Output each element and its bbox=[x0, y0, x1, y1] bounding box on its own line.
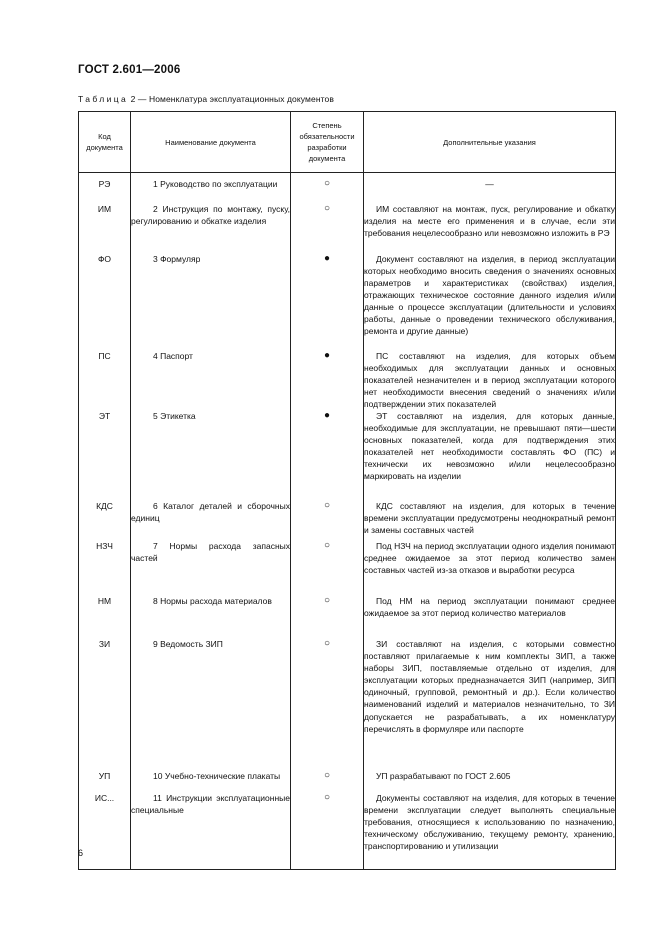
doc-note: Документы составляют на изделия, для которых в течение времени эксплуатации следует выполнять специальные требования, относящиеся к использованию по назначению, техническому обслуживанию, текущему ремонту, хранению, транспортированию и утилизации bbox=[364, 792, 615, 852]
doc-name: 8 Нормы расхода материалов bbox=[153, 595, 272, 606]
table-row bbox=[79, 203, 616, 253]
table-row bbox=[79, 595, 616, 638]
doc-name: 11 Инструкции эксплуатационные специальные bbox=[131, 792, 290, 816]
doc-note-cell bbox=[364, 595, 616, 638]
doc-name: 10 Учебно-технические плакаты bbox=[153, 770, 281, 781]
doc-code: ИС... bbox=[79, 792, 131, 870]
doc-code: ЗИ bbox=[79, 638, 131, 770]
doc-note: Документ составляют на изделия, в период эксплуатации которых необходимо вносить сведения о значениях основных параметров и характеристиках (свойствах) изделия, отражающих техническое состояние данного изделия и/или данные о процессе эксплуатации (длительности и условиях работы, данные о проведении технического обслуживания, ремонта и другие данные) bbox=[364, 253, 615, 337]
doc-note: УП разрабатывают по ГОСТ 2.605 bbox=[376, 770, 511, 781]
doc-note-cell bbox=[364, 540, 616, 595]
standard-title: ГОСТ 2.601—2006 bbox=[78, 64, 181, 76]
doc-note: ЗИ составляют на изделия, с которыми совместно поставляют прилагаемые к ним комплекты ЗИП, а также наборы ЗИП, поставляемые отдельно от изделия, для эксплуатации которых предназначается ЗИП (например, ЗИП одиночный, групповой, ремонтный и др.). Если количество наименований изделий и материалов незначительно, то ЗИ допускается не разрабатывать, а их номенклатуру перечислять в формуляре или паспорте bbox=[364, 638, 615, 734]
doc-note-cell bbox=[364, 173, 616, 203]
optional-mark-icon: ○ bbox=[291, 770, 364, 792]
table-row bbox=[79, 410, 616, 500]
page-number: 6 bbox=[78, 848, 84, 858]
mandatory-mark-icon: ● bbox=[291, 350, 364, 410]
doc-name-cell bbox=[131, 540, 291, 595]
doc-note-cell bbox=[364, 350, 616, 410]
doc-name: 2 Инструкция по монтажу, пуску, регулированию и обкатке изделия bbox=[131, 203, 290, 226]
mandatory-mark-icon: ● bbox=[291, 253, 364, 350]
doc-code: РЭ bbox=[79, 173, 131, 203]
doc-name: 9 Ведомость ЗИП bbox=[153, 638, 223, 649]
doc-name: 7 Нормы расхода запасных частей bbox=[131, 540, 290, 564]
doc-note: Под НЗЧ на период эксплуатации одного изделия понимают среднее ожидаемое за этот период количество замен составных частей из-за отказов и выработки ресурса bbox=[364, 540, 615, 576]
doc-name: 1 Руководство по эксплуатации bbox=[153, 179, 278, 189]
mandatory-mark-icon: ● bbox=[291, 410, 364, 500]
doc-note-cell bbox=[364, 410, 616, 500]
doc-note-cell bbox=[364, 203, 616, 253]
doc-code: КДС bbox=[79, 500, 131, 540]
doc-note: ИМ составляют на монтаж, пуск, регулирование и обкатку изделия на месте его применения и в случае, если эти требования нецелесообразно или невозможно изложить в РЭ bbox=[364, 203, 615, 238]
doc-note: ПС составляют на изделия, для которых объем необходимых для эксплуатации данных и основных показателей незначителен и в период эксплуатации которого нет необходимости внесения сведений о значениях и/или подтверждении этих показателей bbox=[364, 350, 615, 409]
table-body bbox=[79, 173, 616, 870]
table-row bbox=[79, 638, 616, 770]
caption-text: 2 — Номенклатура эксплуатационных документов bbox=[130, 94, 334, 104]
doc-note: — bbox=[485, 179, 494, 189]
table-row bbox=[79, 253, 616, 350]
doc-note: ЭТ составляют на изделия, для которых данные, необходимые для эксплуатации, не превышают пяти—шести основных показателей, когда для подтверждения этих показателей нет необходимости составлять ФО (ПС) и технически их невозможно и/или нецелесообразно маркировать на изделии bbox=[364, 410, 615, 482]
header-code: Код документа bbox=[79, 112, 131, 173]
doc-name: 4 Паспорт bbox=[153, 350, 193, 361]
doc-code: НЗЧ bbox=[79, 540, 131, 595]
doc-name-cell bbox=[131, 253, 291, 350]
doc-name-cell bbox=[131, 410, 291, 500]
doc-code: ЭТ bbox=[79, 410, 131, 500]
doc-code: УП bbox=[79, 770, 131, 792]
doc-note-cell bbox=[364, 792, 616, 870]
table-row bbox=[79, 173, 616, 203]
doc-note: КДС составляют на изделия, для которых в течение времени эксплуатации предусмотрены неоднократный ремонт и замены составных частей bbox=[364, 500, 615, 536]
optional-mark-icon: ○ bbox=[291, 500, 364, 540]
doc-code: ИМ bbox=[79, 203, 131, 253]
doc-name-cell bbox=[131, 770, 291, 792]
doc-name-cell bbox=[131, 173, 291, 203]
optional-mark-icon: ○ bbox=[291, 173, 364, 203]
doc-code: НМ bbox=[79, 595, 131, 638]
doc-name: 6 Каталог деталей и сборочных единиц bbox=[131, 500, 290, 524]
table-row bbox=[79, 770, 616, 792]
header-name: Наименование документа bbox=[131, 112, 291, 173]
optional-mark-icon: ○ bbox=[291, 595, 364, 638]
optional-mark-icon: ○ bbox=[291, 638, 364, 770]
doc-name-cell bbox=[131, 350, 291, 410]
doc-note: Под НМ на период эксплуатации понимают среднее ожидаемое за этот период количество материалов bbox=[364, 595, 615, 619]
table-header-row bbox=[79, 112, 616, 173]
doc-note-cell bbox=[364, 770, 616, 792]
doc-note-cell bbox=[364, 638, 616, 770]
doc-name-cell bbox=[131, 792, 291, 870]
doc-name: 5 Этикетка bbox=[153, 410, 196, 421]
doc-note-cell bbox=[364, 500, 616, 540]
optional-mark-icon: ○ bbox=[291, 540, 364, 595]
optional-mark-icon: ○ bbox=[291, 203, 364, 253]
optional-mark-icon: ○ bbox=[291, 792, 364, 870]
table-row bbox=[79, 540, 616, 595]
doc-code: ПС bbox=[79, 350, 131, 410]
doc-name-cell bbox=[131, 638, 291, 770]
table-row bbox=[79, 500, 616, 540]
doc-code: ФО bbox=[79, 253, 131, 350]
table-row bbox=[79, 792, 616, 870]
documents-table bbox=[78, 111, 616, 870]
doc-name: 3 Формуляр bbox=[153, 253, 201, 264]
caption-word: Таблица bbox=[78, 94, 129, 104]
table-row bbox=[79, 350, 616, 410]
header-notes: Дополнительные указания bbox=[364, 112, 616, 173]
doc-name-cell bbox=[131, 203, 291, 253]
header-degree: Степень обязательности разработки документа bbox=[291, 112, 364, 173]
table-caption bbox=[78, 94, 334, 104]
doc-name-cell bbox=[131, 595, 291, 638]
doc-name-cell bbox=[131, 500, 291, 540]
doc-note-cell bbox=[364, 253, 616, 350]
